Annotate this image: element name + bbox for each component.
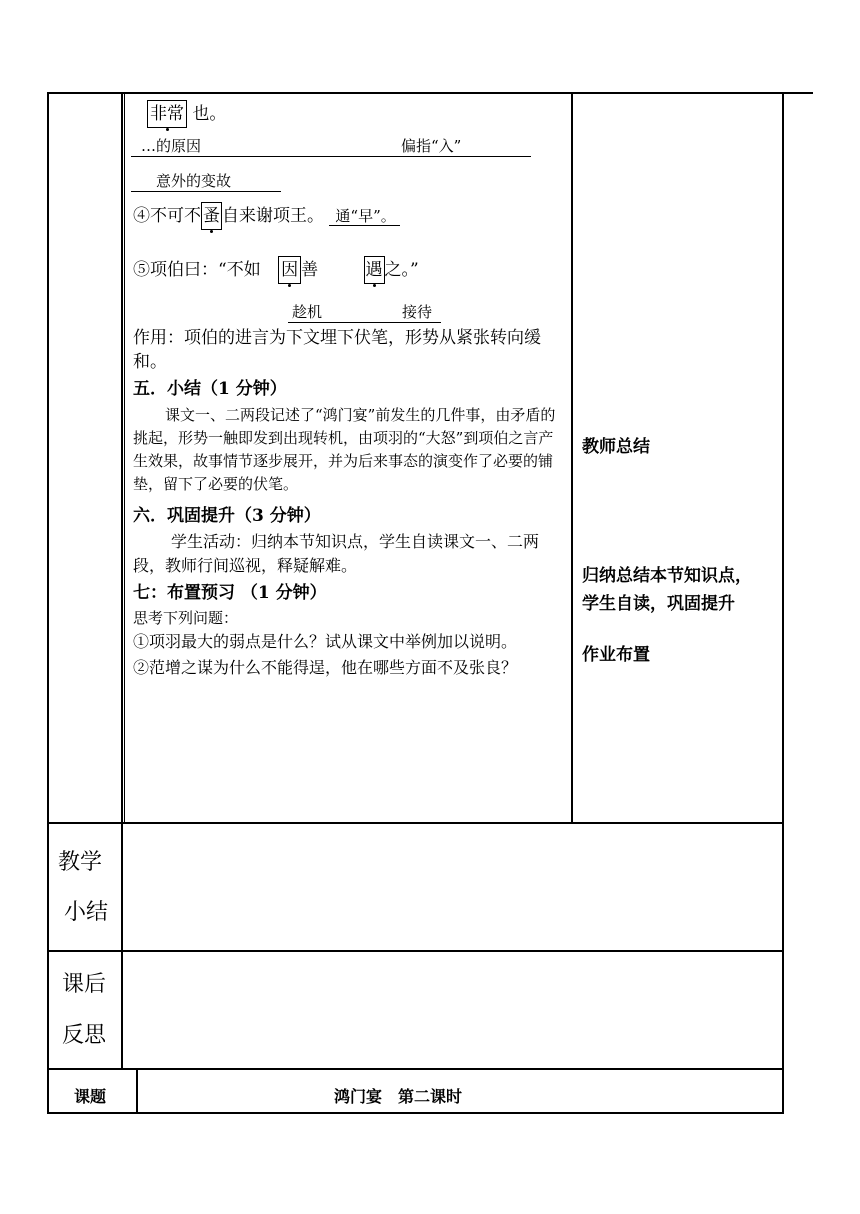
boxed-word: 非常 [147,100,187,128]
row-divider-main-bottom [47,822,784,824]
boxed-word: 因 [278,256,301,284]
reflection-label-1: 课后 [62,972,107,997]
annotation-note: 意外的变故 [156,172,232,190]
sentence-text: 善 [301,260,319,280]
table-bottom-border [47,1112,784,1114]
table-top-border [47,92,813,94]
effect-paragraph: 作用：项伯的进言为下文埋下伏笔，形势从紧张转向缓和。 [133,328,541,372]
annotation-text: 也。 [192,104,227,124]
annotation-note-left: …的原因 [141,137,202,155]
reflection-label-2: 反思 [62,1023,107,1048]
teaching-summary-label-2: 小结 [64,900,109,925]
annotation-line-2 [131,136,531,157]
row-divider-reflect-bottom [47,1068,784,1070]
section-6-title: 六．巩固提升（3 分钟） [133,506,321,526]
annotation-note: 趁机 [292,303,323,321]
annotation-line-3 [131,171,281,192]
sentence-text: ④不可不 [133,206,201,226]
question-2: ②范增之谋为什么不能得逞，他在哪些方面不及张良？ [133,658,518,677]
table-left-border [47,92,49,1114]
boxed-word: 遇 [364,256,385,284]
question-1: ①项羽最大的弱点是什么？试从课文中举例加以说明。 [133,632,518,651]
column-divider-1b [124,92,125,822]
topic-label: 课题 [74,1087,107,1106]
annotation-note: 通“早”。 [329,207,399,226]
sentence-text: 之。” [384,260,419,280]
lesson-title: 鸿门宴 第二课时 [334,1087,463,1106]
sentence-text: ⑤项伯曰：“不如 [133,260,261,280]
boxed-word: 蚤 [201,202,222,230]
sentence-text: 自来谢项王。 [222,206,324,226]
homework-label: 作业布置 [582,645,650,665]
section-6-body: 学生活动：归纳本节知识点，学生自读课文一、二两段，教师行间巡视，释疑解难。 [133,532,540,575]
annotation-note: 接待 [402,303,433,321]
consolidate-line-2: 学生自读，巩固提升 [582,594,735,614]
column-divider-2 [571,92,573,822]
table-right-border [782,92,784,1114]
teaching-summary-label-1: 教学 [58,850,103,875]
section-5-title: 五．小结（1 分钟） [133,379,287,399]
row-divider-summary-bottom [47,950,784,952]
teacher-summary-label: 教师总结 [582,437,650,457]
section-7-title: 七：布置预习 （1 分钟） [133,583,327,603]
consolidate-line-1: 归纳总结本节知识点， [582,566,752,586]
annotation-line-1 [147,100,226,128]
footer-divider [136,1070,138,1114]
column-divider-1 [121,92,123,1070]
section-5-body: 课文一、二两段记述了“鸿门宴”前发生的几件事，由矛盾的挑起，形势一触即发到出现转机，由项羽的“大怒”到项伯之言产生效果，故事情节逐步展开，并为后来事态的演变作了必要的铺垫，留下了必要的伏笔。 [133,406,556,493]
annotation-note-right: 偏指“入” [401,137,462,155]
annotation-line-6 [288,302,441,323]
sentence-5 [133,256,419,284]
sentence-4 [133,202,400,230]
section-7-intro: 思考下列问题： [133,609,239,627]
